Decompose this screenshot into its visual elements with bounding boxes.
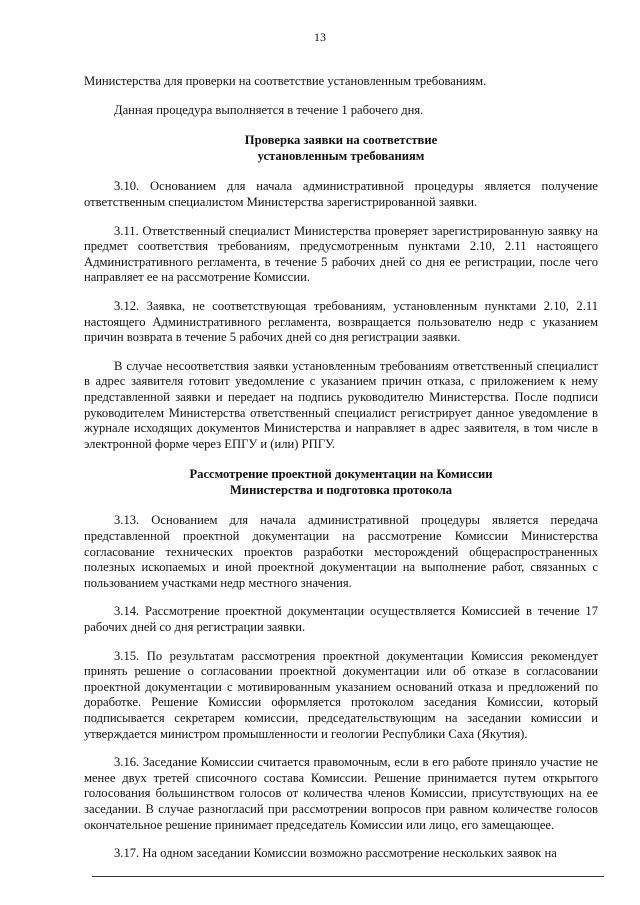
- paragraph-3-15: 3.15. По результатам рассмотрения проектной документации Комиссия рекомендует принять решение о согласовании проектной документации или об отказе в согласовании проектной документации с мотивированным указанием оснований отказа и предложений по доработке. Решение Комиссии оформляется протоколом заседания Комиссии, который подписывается секретарем комиссии, председательствующим на заседании комиссии и утверждается министром промышленности и геологии Республики Саха (Якутия).: [84, 648, 598, 741]
- heading-line: Министерства и подготовка протокола: [229, 482, 453, 497]
- paragraph-3-16: 3.16. Заседание Комиссии считается правомочным, если в его работе приняло участие не менее двух третей списочного состава Комиссии. Решение принимается путем открытого голосования большинством голосов от количества членов Комиссии, присутствующих на ее заседании. В случае разногласий при рассмотрении вопросов при равном количестве голосов окончательное решение принимает председатель Комиссии или лицо, его замещающее.: [84, 755, 598, 832]
- section-heading-commission-review: [84, 467, 598, 498]
- paragraph-3-13: 3.13. Основанием для начала административной процедуры является передача представленной проектной документации на рассмотрение Комиссии Министерства согласование технических проектов разработки месторождений общераспространенных полезных ископаемых и иной проектной документации на выполнение работ, связанных с пользованием участками недр местного значения.: [84, 513, 598, 590]
- heading-line: Проверка заявки на соответствие: [244, 133, 438, 148]
- paragraph-3-12-continued: В случае несоответствия заявки установленным требованиям ответственный специалист в адрес заявителя готовит уведомление с указанием причин отказа, с приложением к нему представленной заявки и передает на подпись руководителю Министерства. После подписи руководителем Министерства ответственный специалист регистрирует данное уведомление в журнале исходящих документов Министерства и направляет в адрес заявителя, в том числе в электронной форме через ЕПГУ и (или) РПГУ.: [84, 358, 598, 451]
- paragraph-continuation: Министерства для проверки на соответствие установленным требованиям.: [84, 74, 487, 88]
- page-number: 13: [314, 30, 326, 44]
- document-body: [84, 74, 598, 862]
- heading-line: установленным требованиям: [257, 148, 425, 163]
- page-bottom-rule: [92, 876, 604, 877]
- paragraph-3-10: 3.10. Основанием для начала административной процедуры является получение ответственным специалистом Министерства зарегистрированной заявки.: [84, 179, 598, 209]
- paragraph-duration: Данная процедура выполняется в течение 1 рабочего дня.: [114, 102, 424, 117]
- heading-line: Рассмотрение проектной документации на Комиссии: [189, 467, 493, 482]
- paragraph-3-12: 3.12. Заявка, не соответствующая требованиям, установленным пунктами 2.10, 2.11 настоящего Административного регламента, возвращается пользователю недр с указанием причин возврата в течение 5 рабочих дней со дня регистрации заявки.: [84, 298, 598, 345]
- paragraph-3-17: 3.17. На одном заседании Комиссии возможно рассмотрение нескольких заявок на: [114, 846, 557, 861]
- paragraph-3-11: 3.11. Ответственный специалист Министерства проверяет зарегистрированную заявку на предмет соответствия требованиям, предусмотренным пунктами 2.10, 2.11 настоящего Административного регламента, в течение 5 рабочих дней со дня ее регистрации, после чего направляет ее на рассмотрение Комиссии.: [84, 223, 598, 285]
- paragraph-3-14: 3.14. Рассмотрение проектной документации осуществляется Комиссией в течение 17 рабочих дней со дня регистрации заявки.: [84, 604, 598, 635]
- section-heading-verification: [84, 133, 598, 164]
